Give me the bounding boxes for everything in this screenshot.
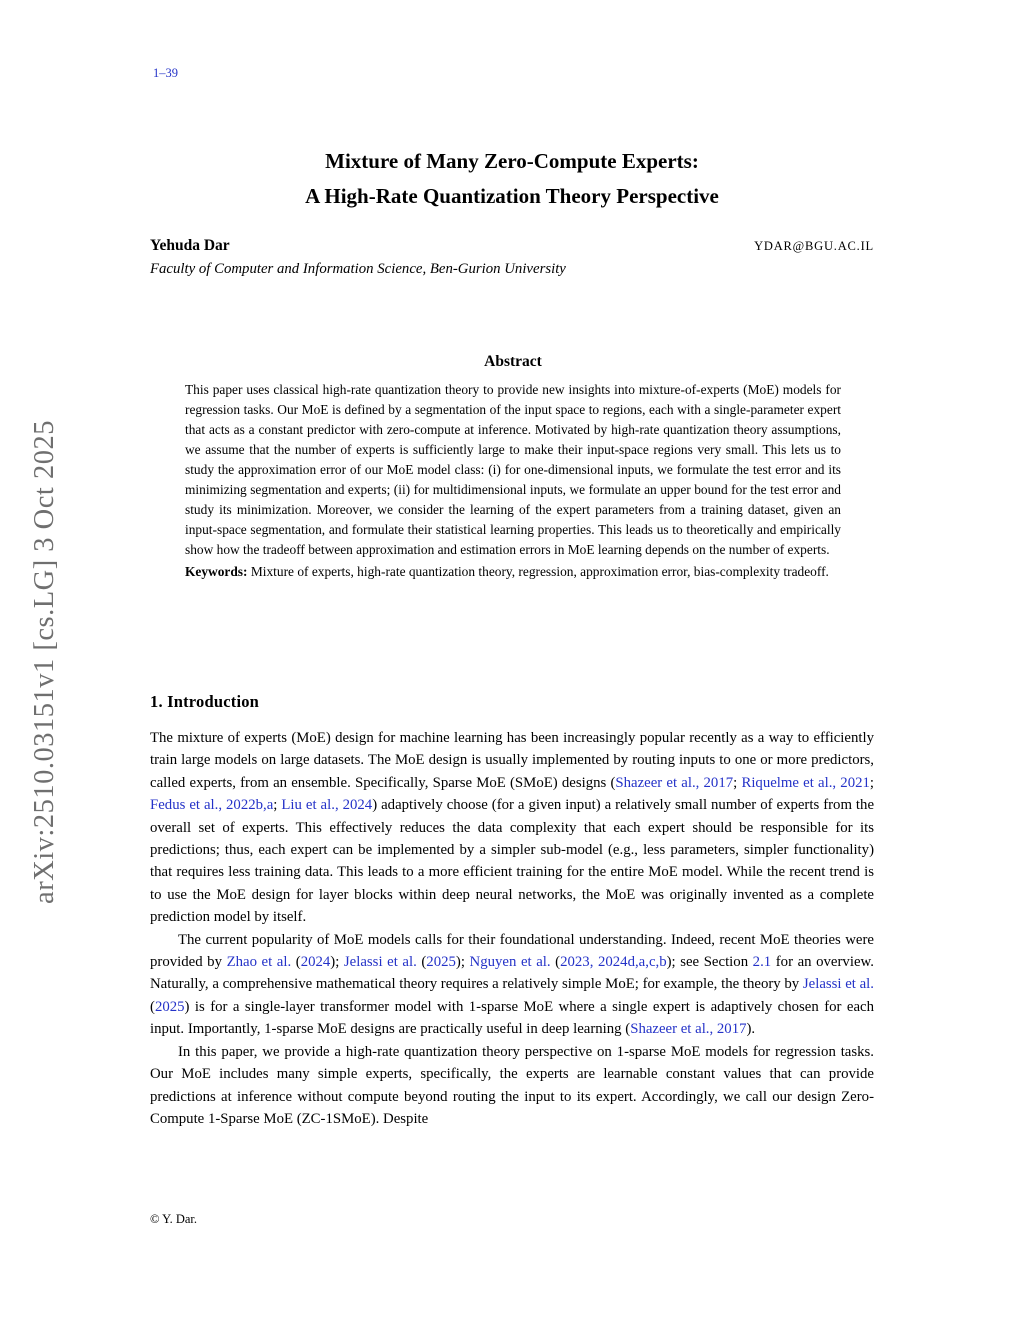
paragraph [150, 727, 874, 929]
keywords-text: Mixture of experts, high-rate quantization theory, regression, approximation error, bias-complexity tradeoff. [247, 564, 829, 579]
text-run: ( [150, 998, 155, 1015]
citation-link[interactable]: Shazeer et al., 2017 [615, 774, 734, 791]
abstract-body: This paper uses classical high-rate quantization theory to provide new insights into mixture-of-experts (MoE) models for regression tasks. Our MoE is defined by a segmentation of the input space to regions, each with a single-parameter expert that acts as a constant predictor with zero-compute at inference. Motivated by high-rate quantization theory assumptions, we assume that the number of experts is sufficiently large to make their input-space regions very small. This lets us to study the approximation error of our MoE model class: (i) for one-dimensional inputs, we formulate the test error and its minimizing segmentation and experts; (ii) for multidimensional inputs, we formulate an upper bound for the test error and study its minimization. Moreover, we consider the learning of the expert parameters from a training dataset, given an input-space segmentation, and formulate their statistical learning properties. This leads us to theoretically and empirically show how the tradeoff between approximation and estimation errors in MoE learning depends on the number of experts. [185, 382, 841, 557]
author-email-link[interactable]: YDAR@BGU.AC.IL [754, 239, 874, 253]
text-run: In this paper, we provide a high-rate quantization theory perspective on 1-sparse MoE models for regression tasks. Our MoE includes many simple experts, specifically, the experts are learnable constant values that can provide predictions at inference without compute beyond routing the input to its expert. Accordingly, we call our design Zero-Compute 1-Sparse MoE (ZC-1SMoE). Despite [150, 1043, 874, 1127]
text-run: ). [746, 1021, 756, 1038]
abstract-heading: Abstract [484, 353, 542, 370]
text-run: ; [869, 774, 875, 791]
text-run: ( [550, 954, 561, 971]
text-run: ) is for a single-layer transformer model with 1-sparse MoE where a single expert is adaptively chosen for each input. Importantly, 1-sparse MoE designs are practically useful in deep learning ( [150, 998, 874, 1038]
introduction-body [150, 727, 874, 1130]
citation-link[interactable]: Jelassi et al. [343, 954, 417, 971]
citation-link[interactable]: 2025 [154, 998, 185, 1015]
citation-link[interactable]: 2024 [300, 954, 331, 971]
citation-link[interactable]: Nguyen et al. [469, 954, 551, 971]
paper-title [150, 144, 874, 213]
paragraph [150, 1041, 874, 1131]
text-run: ( [416, 954, 427, 971]
text-run: ); [455, 954, 470, 971]
citation-link[interactable]: Jelassi et al. [802, 976, 874, 993]
citation-link[interactable]: 2.1 [752, 954, 772, 971]
citation-link[interactable]: Fedus et al., 2022b,a [150, 797, 274, 814]
text-run: ( [291, 954, 301, 971]
title-line-2: A High-Rate Quantization Theory Perspective [305, 183, 719, 208]
text-run: ); see Section [666, 954, 753, 971]
keywords-label: Keywords: [185, 564, 248, 579]
text-run: for an overview. Naturally, a comprehensive mathematical theory requires a relatively simple MoE; for example, the theory by [150, 954, 874, 993]
page-range: 1–39 [153, 66, 178, 80]
section-heading-introduction: 1. Introduction [150, 692, 260, 711]
text-run: ) adaptively choose (for a given input) a relatively small number of experts from the overall set of experts. This effectively reduces the data complexity that each expert should be responsible for its predictions; thus, each expert can be implemented by a simpler sub-model (e.g., less parameters, simpler functionality) that requires less training data. This leads to a more efficient training for the entire MoE model. While the recent trend is to use the MoE design for layer blocks within deep neural networks, the MoE was originally invented as a complete prediction model by itself. [150, 797, 875, 926]
text-run: ; [733, 774, 742, 791]
text-run: ); [330, 954, 344, 971]
citation-link[interactable]: Riquelme et al., 2021 [741, 774, 870, 791]
arxiv-watermark: arXiv:2510.03151v1 [cs.LG] 3 Oct 2025 [29, 420, 60, 904]
citation-link[interactable]: 2023, 2024d,a,c,b [560, 954, 667, 971]
author-row [150, 237, 874, 255]
abstract-section [185, 353, 841, 582]
citation-link[interactable]: Liu et al., 2024 [281, 797, 373, 814]
citation-link[interactable]: 2025 [426, 954, 456, 971]
citation-link[interactable]: Shazeer et al., 2017 [630, 1021, 747, 1038]
text-run: The current popularity of MoE models calls for their foundational understanding. Indeed, recent MoE theories were provided by [150, 931, 874, 971]
citation-link[interactable]: Zhao et al. [226, 954, 292, 971]
paragraph [150, 929, 874, 1041]
author-affiliation: Faculty of Computer and Information Science, Ben-Gurion University [150, 261, 566, 277]
text-run: The mixture of experts (MoE) design for machine learning has been increasingly popular recently as a way to efficiently train large models on large datasets. The MoE design is usually implemented by routing inputs to one or more predictors, called experts, from an ensemble. Specifically, Sparse MoE (SMoE) designs ( [150, 730, 874, 791]
title-line-1: Mixture of Many Zero-Compute Experts: [325, 149, 699, 173]
text-run: ; [273, 797, 282, 814]
author-name: Yehuda Dar [150, 237, 230, 254]
copyright-footer: © Y. Dar. [150, 1212, 197, 1226]
keywords-paragraph [185, 562, 841, 582]
